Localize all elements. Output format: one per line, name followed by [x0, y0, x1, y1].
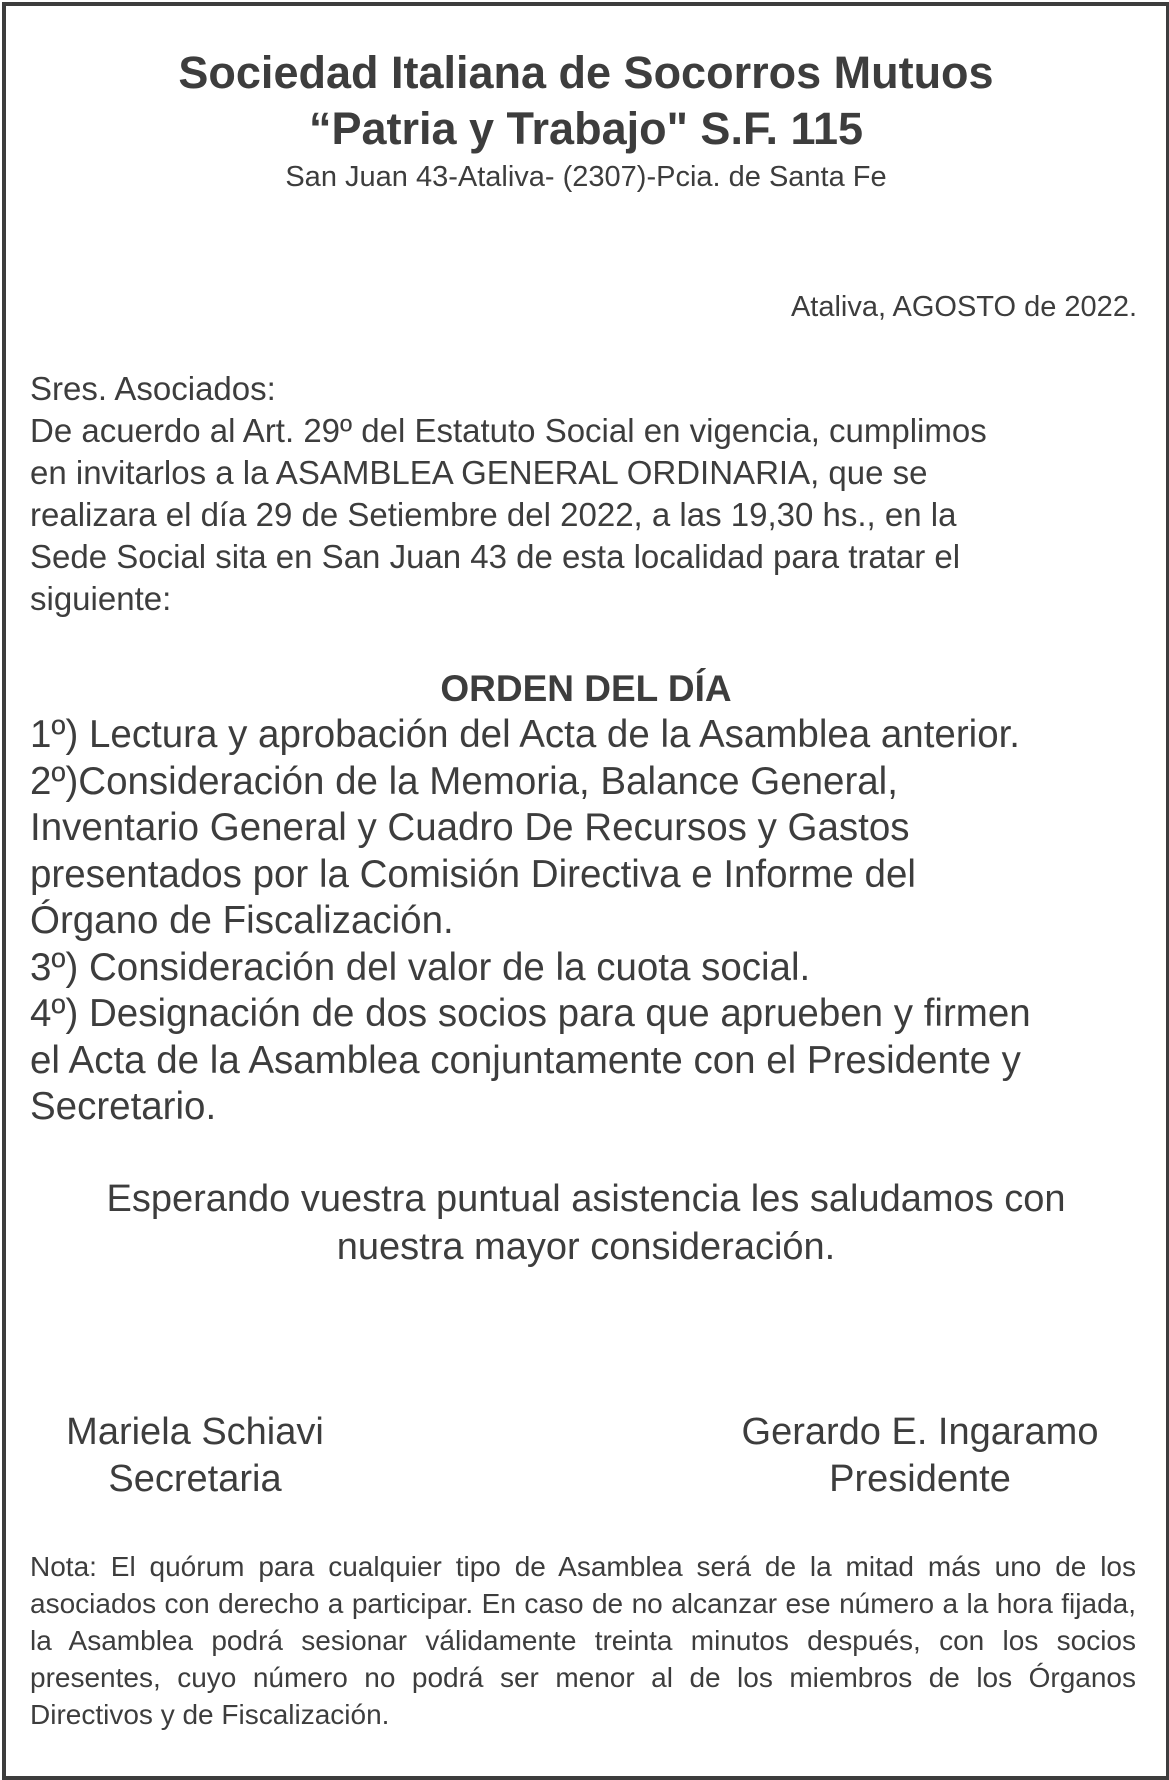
body-line: realizara el día 29 de Setiembre del 2022, a las 19,30 hs., en la [30, 496, 957, 533]
closing-line-1: Esperando vuestra puntual asistencia les saludamos con [106, 1178, 1066, 1220]
body-line: De acuerdo al Art. 29º del Estatuto Social en vigencia, cumplimos [30, 412, 987, 449]
agenda-line: 4º) Designación de dos socios para que aprueben y firmen [30, 992, 1031, 1035]
agenda-line: Inventario General y Cuadro De Recursos y Gastos [30, 806, 910, 849]
agenda-line: 1º) Lectura y aprobación del Acta de la Asamblea anterior. [30, 713, 1021, 756]
body-line: siguiente: [30, 580, 172, 617]
agenda-list [30, 712, 1150, 1131]
organization-name-line-1: Sociedad Italiana de Socorros Mutuos [178, 47, 994, 98]
invitation-body [30, 368, 1140, 620]
agenda-title: ORDEN DEL DÍA [440, 668, 732, 709]
body-line: en invitarlos a la ASAMBLEA GENERAL ORDINARIA, que se [30, 454, 928, 491]
agenda-line: presentados por la Comisión Directiva e Informe del [30, 852, 916, 896]
closing-line-2: nuestra mayor consideración. [336, 1226, 836, 1268]
quorum-note: Nota: El quórum para cualquier tipo de Asamblea será de la mitad más uno de los asociados con derecho a participar. En caso de no alcanzar ese número a la hora fijada, la Asamblea podrá sesionar válidamente treinta minutos después, con los socios presentes, cuyo número no podrá ser menor al de los miembros de los Órganos Directivos y de Fiscalización. [30, 1551, 1136, 1730]
president-role: Presidente [829, 1458, 1011, 1500]
salutation: Sres. Asociados: [30, 370, 276, 407]
document-header [6, 45, 1166, 197]
secretary-name: Mariela Schiavi [66, 1411, 324, 1453]
agenda-line: Secretario. [30, 1085, 217, 1128]
document-date: Ataliva, AGOSTO de 2022. [790, 291, 1137, 323]
agenda-line: Órgano de Fiscalización. [30, 899, 454, 942]
organization-address: San Juan 43-Ataliva- (2307)-Pcia. de Santa Fe [285, 161, 887, 193]
secretary-signature-block [40, 1409, 350, 1503]
president-signature-block [700, 1409, 1140, 1503]
agenda-line: 3º) Consideración del valor de la cuota social. [30, 945, 811, 989]
agenda-line: 2º)Consideración de la Memoria, Balance General, [30, 759, 898, 803]
organization-name-line-2: “Patria y Trabajo" S.F. 115 [308, 103, 864, 154]
body-line: Sede Social sita en San Juan 43 de esta localidad para tratar el [30, 538, 961, 575]
closing-paragraph [6, 1175, 1166, 1271]
secretary-role: Secretaria [108, 1458, 282, 1500]
agenda-line: el Acta de la Asamblea conjuntamente con el Presidente y [30, 1038, 1021, 1082]
president-name: Gerardo E. Ingaramo [741, 1411, 1099, 1453]
